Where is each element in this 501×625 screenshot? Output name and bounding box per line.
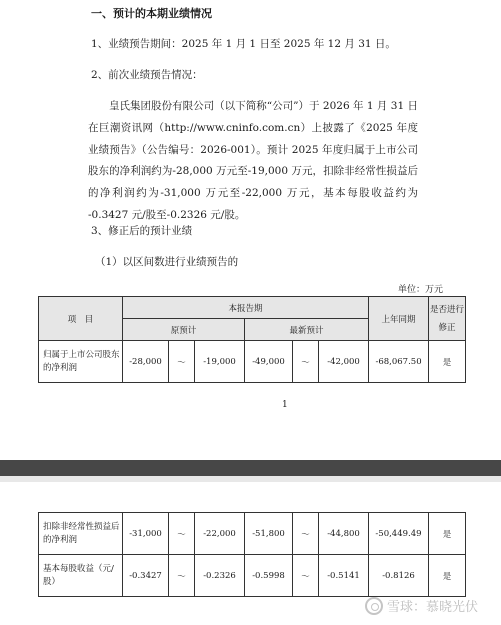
forecast-table-part-1 xyxy=(38,296,466,383)
new-low-cell: -49,000 xyxy=(245,341,293,383)
revised-cell: 是 xyxy=(429,555,466,597)
tilde-cell: ～ xyxy=(169,513,195,555)
header-prior-year: 上年同期 xyxy=(369,297,429,341)
tilde-cell: ～ xyxy=(169,555,195,597)
unit-label: 单位：万元 xyxy=(398,285,444,295)
row-label: 基本每股收益（元/股） xyxy=(39,555,123,597)
orig-low-cell: -31,000 xyxy=(123,513,169,555)
prior-cell: -0.8126 xyxy=(369,555,429,597)
new-high-cell: -0.5141 xyxy=(319,555,369,597)
revised-forecast-item: 3、修正后的预计业绩 xyxy=(91,225,193,237)
prior-cell: -50,449.49 xyxy=(369,513,429,555)
row-label: 扣除非经常性损益后的净利润 xyxy=(39,513,123,555)
section-heading: 一、预计的本期业绩情况 xyxy=(91,7,212,20)
revised-cell: 是 xyxy=(429,513,466,555)
page-gap xyxy=(0,476,501,482)
previous-forecast-item: 2、前次业绩预告情况： xyxy=(91,69,203,81)
range-forecast-subitem: （1）以区间数进行业绩预告的 xyxy=(95,256,239,268)
orig-low-cell: -28,000 xyxy=(123,341,169,383)
header-revised: 是否进行修正 xyxy=(429,297,466,341)
new-high-cell: -42,000 xyxy=(319,341,369,383)
previous-forecast-paragraph: 皇氏集团股份有限公司（以下简称“公司”）于 2026 年 1 月 31 日在巨潮资讯网（http://www.cninfo.com.cn）上披露了《2025 年度业绩预告》（公告编号：2026-001）。预计 2025 年度归属于上市公司股东的净利润约为-28,000 万元至-19,000 万元，扣除非经常性损益后的净利润约为-31,000 万元至-22,000 万元，基本每股收益约为 -0.3427 元/股至-0.2326 元/股。 xyxy=(88,100,418,221)
header-project: 项 目 xyxy=(39,297,123,341)
header-current-period: 本报告期 xyxy=(123,297,369,319)
header-latest-forecast: 最新预计 xyxy=(245,319,369,341)
new-high-cell: -44,800 xyxy=(319,513,369,555)
new-low-cell: -0.5998 xyxy=(245,555,293,597)
watermark-text: 雪球：慕晓光伏 xyxy=(387,600,479,615)
row-label: 归属于上市公司股东的净利润 xyxy=(39,341,123,383)
snowball-logo-icon xyxy=(365,597,383,615)
page-divider xyxy=(0,460,501,476)
orig-high-cell: -22,000 xyxy=(195,513,245,555)
tilde-cell: ～ xyxy=(293,513,319,555)
forecast-period-item: 1、业绩预告期间：2025 年 1 月 1 日至 2025 年 12 月 31 日。 xyxy=(91,38,396,50)
orig-high-cell: -19,000 xyxy=(195,341,245,383)
revised-cell: 是 xyxy=(429,341,466,383)
prior-cell: -68,067.50 xyxy=(369,341,429,383)
orig-low-cell: -0.3427 xyxy=(123,555,169,597)
orig-high-cell: -0.2326 xyxy=(195,555,245,597)
table-row xyxy=(39,513,466,555)
tilde-cell: ～ xyxy=(293,341,319,383)
page-number: 1 xyxy=(282,400,288,410)
forecast-table-part-2 xyxy=(38,512,466,597)
header-original-forecast: 原预计 xyxy=(123,319,245,341)
tilde-cell: ～ xyxy=(169,341,195,383)
table-row xyxy=(39,555,466,597)
watermark xyxy=(365,596,478,615)
tilde-cell: ～ xyxy=(293,555,319,597)
table-row xyxy=(39,341,466,383)
new-low-cell: -51,800 xyxy=(245,513,293,555)
